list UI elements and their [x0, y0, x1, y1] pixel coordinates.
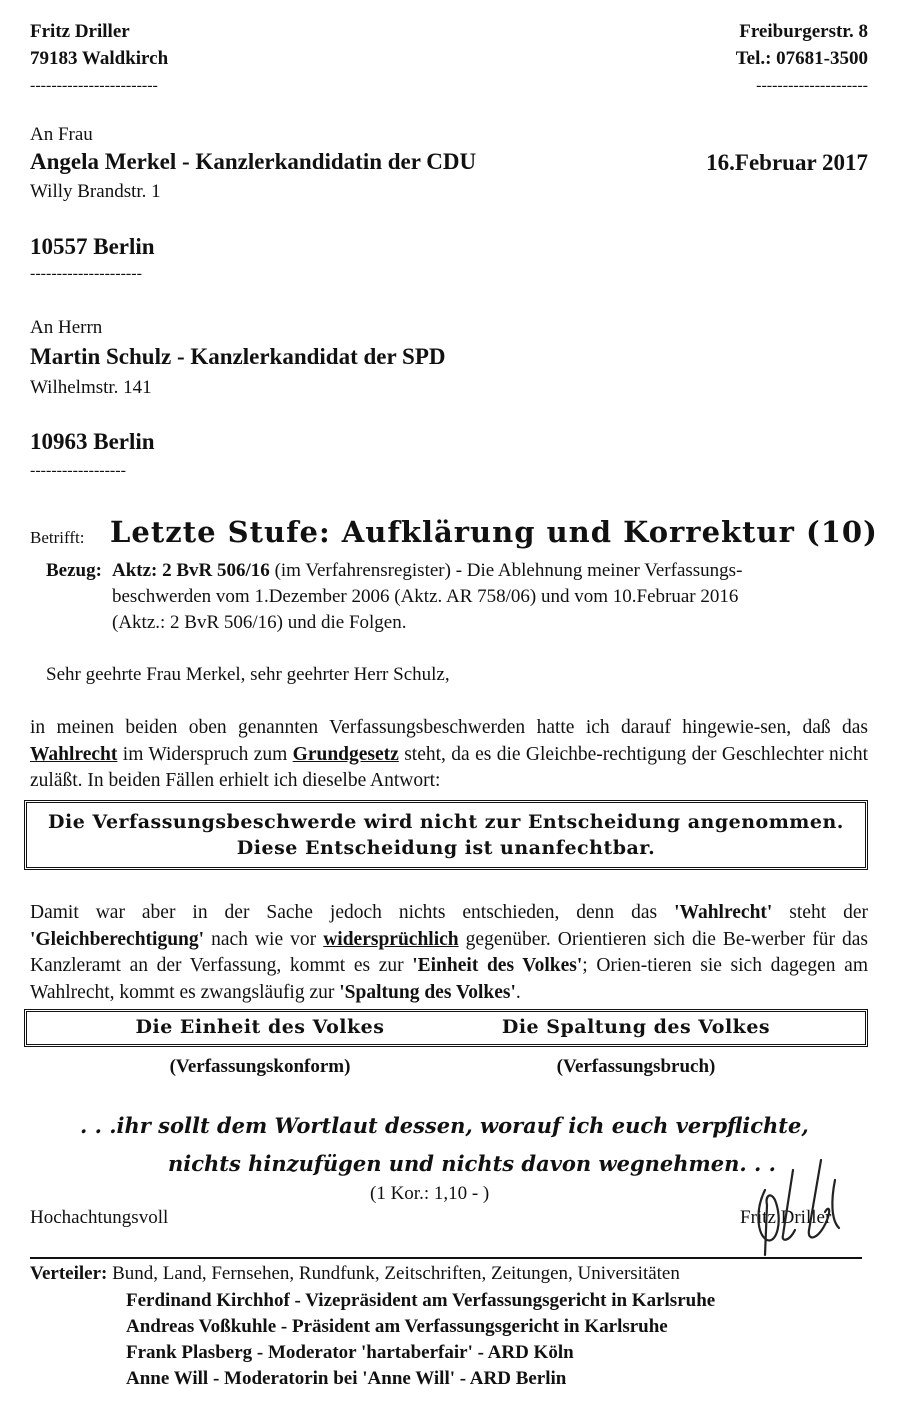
subject-text: Letzte Stufe: Aufklärung und Korrektur (10) [110, 515, 878, 549]
paragraph-1-text-a: in meinen beiden oben genannten Verfassungsbeschwerden hatte ich darauf hingewie-sen, daß das [30, 717, 868, 738]
distribution-line1 [30, 1263, 680, 1285]
recipient2-salutation: An Herrn [30, 317, 103, 338]
subject-label: Betrifft: [30, 528, 85, 547]
paragraph-2-text-e: ; Orien-tieren sie sich dagegen am Wahlrecht, kommt es zwangsläufig zur [30, 955, 868, 1003]
reference-line1 [112, 560, 742, 582]
sender-divider: ------------------------ [30, 77, 158, 94]
einheit-heading: Die Einheit des Volkes [135, 1016, 385, 1038]
sender-block [30, 18, 168, 99]
quote-line2: nichts hinzufügen und nichts davon wegnehmen. . . [168, 1151, 776, 1176]
paragraph-1 [30, 715, 868, 795]
sender-street: Freiburgerstr. 8 [739, 21, 868, 42]
paragraph-2-text-f: . [515, 981, 521, 1003]
distribution-label: Verteiler: [30, 1263, 108, 1284]
grundgesetz-term: Grundgesetz [292, 743, 399, 765]
quote-line1: . . .ihr sollt dem Wortlaut dessen, worauf ich euch verpflichte, [80, 1113, 809, 1138]
distribution-general: Bund, Land, Fernsehen, Rundfunk, Zeitschriften, Zeitungen, Universitäten [112, 1263, 680, 1284]
paragraph-2-text-a: Damit war aber in der Sache jedoch nichts entschieden, denn das [30, 902, 675, 923]
sender-address-divider: --------------------- [756, 77, 868, 94]
paragraph-2-text-c: nach wie vor [204, 928, 324, 950]
sender-name: Fritz Driller [30, 21, 130, 42]
distribution-recipient-2: Andreas Voßkuhle - Präsident am Verfassungsgericht in Karlsruhe [126, 1316, 668, 1337]
recipient1-city: 10557 Berlin [30, 234, 155, 259]
decision-line2: Diese Entscheidung ist unanfechtbar. [236, 837, 656, 859]
decision-box [24, 800, 868, 870]
paragraph-2 [30, 900, 868, 1006]
paragraph-1-text-c: steht, da es die Gleichbe-rechtigung der Geschlechter nicht zuläßt. In beiden Fällen erhielt ich dieselbe Antwort: [30, 743, 869, 791]
reference-label [46, 560, 102, 582]
distribution-recipient-4: Anne Will - Moderatorin bei 'Anne Will' - ARD Berlin [126, 1368, 567, 1389]
einheit-quote: 'Einheit des Volkes' [412, 955, 583, 976]
wahlrecht-quote: 'Wahlrecht' [674, 902, 773, 923]
reference-line1-text: (im Verfahrensregister) - Die Ablehnung meiner Verfassungs- [269, 560, 743, 581]
reference-line3: (Aktz.: 2 BvR 506/16) und die Folgen. [112, 612, 407, 633]
widerspruechlich-term: widersprüchlich [323, 928, 459, 950]
distribution-recipient-3: Frank Plasberg - Moderator 'hartaberfair' - ARD Köln [126, 1342, 574, 1363]
spaltung-heading: Die Spaltung des Volkes [501, 1016, 771, 1038]
distribution-divider [30, 1257, 862, 1259]
spaltung-quote: 'Spaltung des Volkes' [339, 981, 516, 1003]
letter-date: 16.Februar 2017 [706, 150, 868, 175]
reference-line2: beschwerden vom 1.Dezember 2006 (Aktz. AR 758/06) und vom 10.Februar 2016 [112, 586, 739, 607]
quote-source: (1 Kor.: 1,10 - ) [370, 1183, 490, 1204]
sender-phone: Tel.: 07681-3500 [735, 48, 868, 69]
handwritten-signature [735, 1150, 855, 1260]
paragraph-2-text-b: steht der [772, 902, 868, 923]
sender-city: 79183 Waldkirch [30, 48, 169, 69]
recipient2-street: Wilhelmstr. 141 [30, 377, 152, 398]
recipient2-divider: ------------------ [30, 462, 126, 479]
spaltung-subtitle: (Verfassungsbruch) [556, 1056, 716, 1077]
reference-aktz: Aktz: 2 BvR 506/16 [112, 560, 270, 581]
distribution-recipient-1: Ferdinand Kirchhof - Vizepräsident am Verfassungsgericht in Karlsruhe [126, 1290, 716, 1311]
recipient1-divider: --------------------- [30, 265, 142, 282]
recipient1-salutation: An Frau [30, 124, 93, 145]
paragraph-2-text-d: gegenüber. Orientieren sich die Be-werber für das Kanzleramt an der Verfassung, kommt es zur [30, 928, 868, 976]
closing: Hochachtungsvoll [30, 1207, 169, 1228]
recipient2-name: Martin Schulz - Kanzlerkandidat der SPD [30, 344, 446, 369]
gleichberechtigung-quote: 'Gleichberechtigung' [30, 928, 205, 950]
wahlrecht-term: Wahlrecht [30, 743, 118, 765]
recipient1-street: Willy Brandstr. 1 [30, 181, 161, 202]
sender-address-block [736, 18, 868, 99]
recipient1-name: Angela Merkel - Kanzlerkandidatin der CDU [30, 149, 477, 174]
decision-line1: Die Verfassungsbeschwerde wird nicht zur Entscheidung angenommen. [48, 811, 844, 833]
signature-name: Fritz Driller [740, 1207, 832, 1228]
paragraph-1-text-b: im Widerspruch zum [117, 743, 293, 765]
einheit-subtitle: (Verfassungskonform) [169, 1056, 351, 1077]
greeting: Sehr geehrte Frau Merkel, sehr geehrter Herr Schulz, [46, 664, 450, 685]
recipient2-city: 10963 Berlin [30, 429, 155, 454]
reference-label-text: Bezug: [46, 560, 102, 581]
